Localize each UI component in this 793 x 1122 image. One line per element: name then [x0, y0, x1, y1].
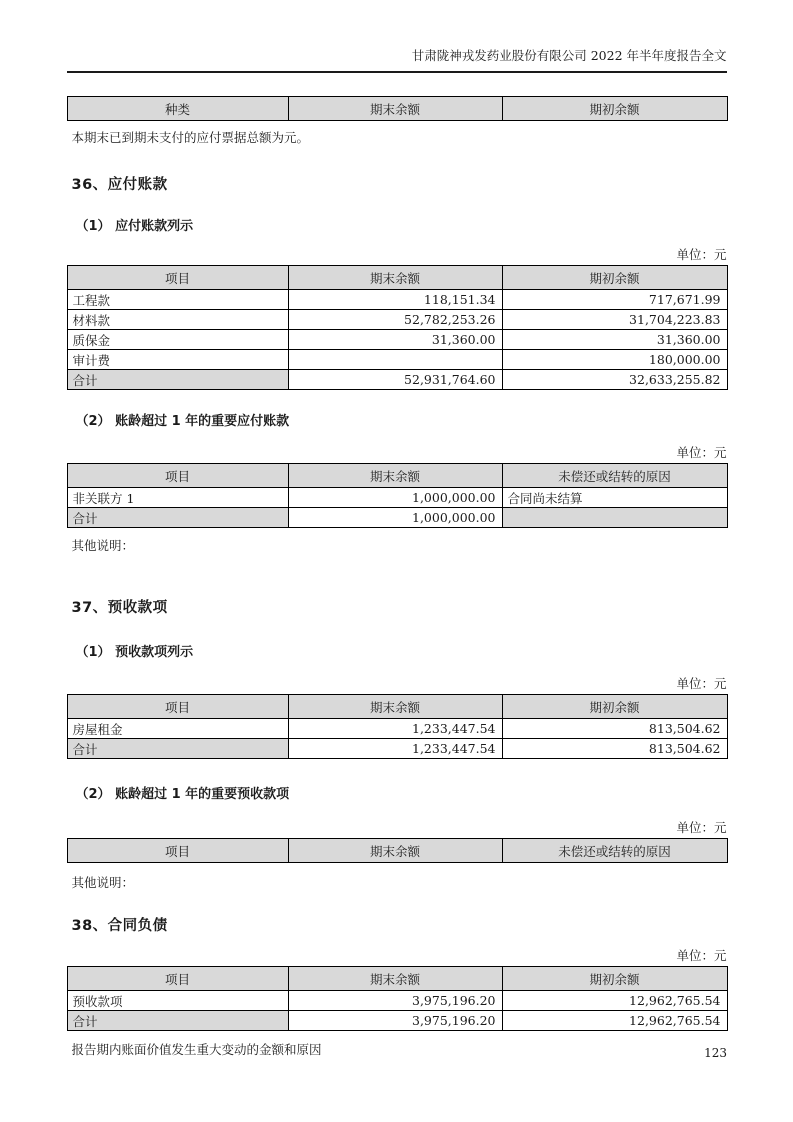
- table-header-row: [67, 695, 727, 719]
- table-header-row: [67, 266, 727, 290]
- other-note-label: 其他说明：: [71, 538, 135, 553]
- row-end-balance: 118,151.34: [288, 290, 502, 310]
- total-label: 合计: [67, 1011, 288, 1031]
- table-header-row: [67, 97, 727, 121]
- section-38-title: 38、合同负债: [71, 918, 168, 934]
- section-38-note: 报告期内账面价值发生重大变动的金额和原因: [71, 1042, 322, 1057]
- column-header-end-balance: 期末余额: [288, 97, 502, 121]
- table-row: [67, 330, 727, 350]
- table-total-row: [67, 1011, 727, 1031]
- row-begin-balance: 31,360.00: [502, 330, 727, 350]
- section-36-item1-title: （1） 应付账款列示: [75, 219, 194, 234]
- row-begin-balance: 12,962,765.54: [502, 991, 727, 1011]
- table-header-row: [67, 967, 727, 991]
- aged-advances-received-table: [67, 838, 728, 863]
- row-begin-balance: 180,000.00: [502, 350, 727, 370]
- row-item-label: 非关联方 1: [67, 488, 288, 508]
- column-header-begin-balance: 期初余额: [502, 967, 727, 991]
- column-header-item: 项目: [67, 695, 288, 719]
- column-header-end-balance: 期末余额: [288, 967, 502, 991]
- advances-received-table: [67, 694, 728, 759]
- table-total-row: [67, 739, 727, 759]
- page-number: 123: [704, 1046, 727, 1060]
- document-header-title: 甘肃陇神戎发药业股份有限公司 2022 年半年度报告全文: [67, 48, 727, 73]
- column-header-item: 项目: [67, 967, 288, 991]
- total-end-balance: 3,975,196.20: [288, 1011, 502, 1031]
- unit-label: 单位：元: [676, 445, 727, 460]
- table-header-row: [67, 464, 727, 488]
- row-end-balance: 31,360.00: [288, 330, 502, 350]
- table-row: [67, 719, 727, 739]
- total-end-balance: 1,000,000.00: [288, 508, 502, 528]
- table-row: [67, 488, 727, 508]
- total-end-balance: 52,931,764.60: [288, 370, 502, 390]
- column-header-end-balance: 期末余额: [288, 464, 502, 488]
- unit-label: 单位：元: [676, 948, 727, 963]
- section-37-item2-title: （2） 账龄超过 1 年的重要预收款项: [75, 787, 290, 802]
- total-begin-balance: 813,504.62: [502, 739, 727, 759]
- row-end-balance: 1,233,447.54: [288, 719, 502, 739]
- row-item-label: 质保金: [67, 330, 288, 350]
- total-reason: [502, 508, 727, 528]
- column-header-begin-balance: 期初余额: [502, 97, 727, 121]
- unit-label: 单位：元: [676, 247, 727, 262]
- column-header-item: 项目: [67, 464, 288, 488]
- bills-payable-table: [67, 96, 728, 121]
- unit-label: 单位：元: [676, 676, 727, 691]
- column-header-begin-balance: 期初余额: [502, 695, 727, 719]
- table-total-row: [67, 508, 727, 528]
- total-end-balance: 1,233,447.54: [288, 739, 502, 759]
- row-end-balance: 52,782,253.26: [288, 310, 502, 330]
- column-header-begin-balance: 期初余额: [502, 266, 727, 290]
- table-row: [67, 991, 727, 1011]
- unit-label: 单位：元: [676, 820, 727, 835]
- column-header-end-balance: 期末余额: [288, 839, 502, 863]
- aged-accounts-payable-table: [67, 463, 728, 528]
- section-36-title: 36、应付账款: [71, 177, 168, 193]
- row-item-label: 工程款: [67, 290, 288, 310]
- row-end-balance: [288, 350, 502, 370]
- table-total-row: [67, 370, 727, 390]
- section-37-title: 37、预收款项: [71, 600, 168, 616]
- accounts-payable-table: [67, 265, 728, 390]
- other-note-label: 其他说明：: [71, 875, 135, 890]
- total-label: 合计: [67, 370, 288, 390]
- row-item-label: 预收款项: [67, 991, 288, 1011]
- table-row: [67, 290, 727, 310]
- table-header-row: [67, 839, 727, 863]
- column-header-item: 项目: [67, 266, 288, 290]
- column-header-end-balance: 期末余额: [288, 266, 502, 290]
- column-header-item: 项目: [67, 839, 288, 863]
- bills-payable-note: 本期末已到期未支付的应付票据总额为元。: [71, 130, 310, 145]
- column-header-end-balance: 期末余额: [288, 695, 502, 719]
- section-37-item1-title: （1） 预收款项列示: [75, 645, 194, 660]
- row-begin-balance: 813,504.62: [502, 719, 727, 739]
- row-item-label: 材料款: [67, 310, 288, 330]
- column-header-reason: 未偿还或结转的原因: [502, 839, 727, 863]
- total-label: 合计: [67, 508, 288, 528]
- table-row: [67, 310, 727, 330]
- row-begin-balance: 31,704,223.83: [502, 310, 727, 330]
- column-header-type: 种类: [67, 97, 288, 121]
- row-item-label: 审计费: [67, 350, 288, 370]
- row-end-balance: 3,975,196.20: [288, 991, 502, 1011]
- table-row: [67, 350, 727, 370]
- total-label: 合计: [67, 739, 288, 759]
- contract-liabilities-table: [67, 966, 728, 1031]
- section-36-item2-title: （2） 账龄超过 1 年的重要应付账款: [75, 414, 290, 429]
- total-begin-balance: 12,962,765.54: [502, 1011, 727, 1031]
- row-reason: 合同尚未结算: [502, 488, 727, 508]
- column-header-reason: 未偿还或结转的原因: [502, 464, 727, 488]
- row-end-balance: 1,000,000.00: [288, 488, 502, 508]
- row-begin-balance: 717,671.99: [502, 290, 727, 310]
- row-item-label: 房屋租金: [67, 719, 288, 739]
- total-begin-balance: 32,633,255.82: [502, 370, 727, 390]
